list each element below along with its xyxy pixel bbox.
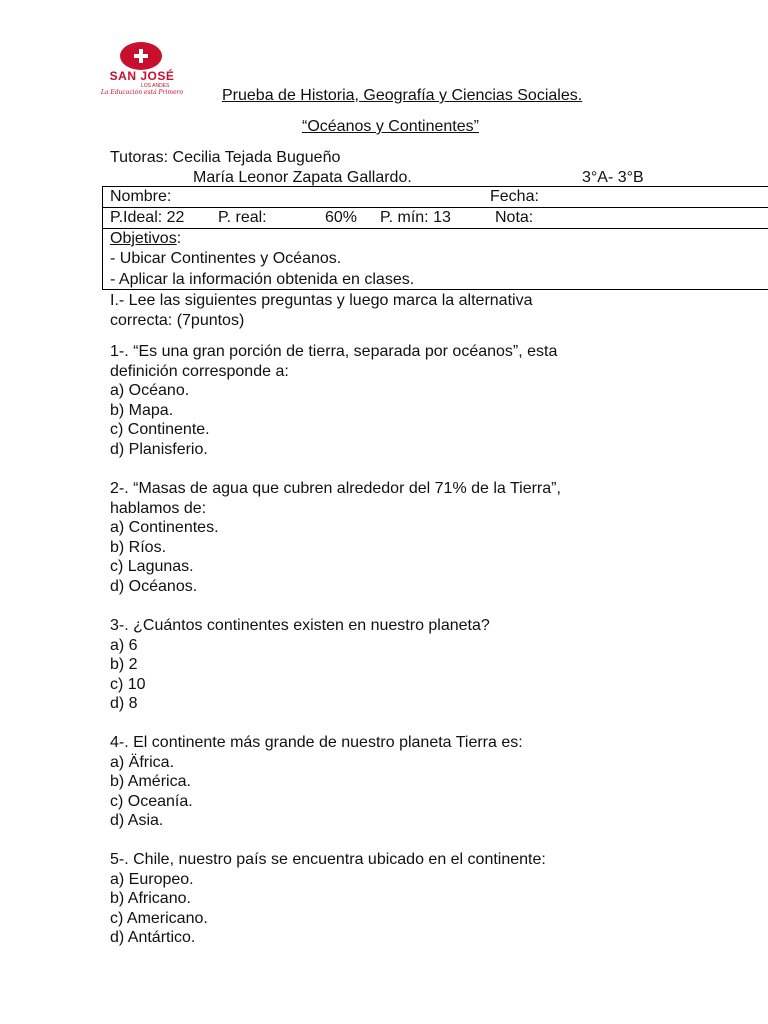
question-text: 3-. ¿Cuántos continentes existen en nuestro planeta? [110,617,490,634]
question-text: 5-. Chile, nuestro país se encuentra ubicado en el continente: [110,851,546,868]
option-a[interactable]: a) Äfrica. [110,753,175,771]
objectives-heading: Objetivos: [110,230,182,247]
tutor-line-2: María Leonor Zapata Gallardo. [193,169,412,186]
instructions-line-2: correcta: (7puntos) [110,311,245,329]
option-b[interactable]: b) 2 [110,656,138,674]
option-d[interactable]: d) 8 [110,695,138,713]
logo-school-name: SAN JOSÉ [109,69,175,83]
question-text: hablamos de: [110,499,207,517]
option-d[interactable]: d) Asia. [110,812,164,830]
grade-label: 3°A- 3°B [582,169,644,186]
tutor-line-1: Tutoras: Cecilia Tejada Bugueño [110,149,341,166]
option-a[interactable]: a) Océano. [110,382,190,400]
option-b[interactable]: b) Ríos. [110,538,167,556]
option-a[interactable]: a) Continentes. [110,519,219,537]
nota-label: Nota: [495,209,534,226]
question-text: 2-. “Masas de agua que cubren alrededor del 71% de la Tierra”, [110,480,561,497]
option-c[interactable]: c) Continente. [110,421,210,439]
nombre-label: Nombre: [110,188,172,205]
question-5 [110,850,750,948]
logo-motto: La Educación está Primero [100,89,184,96]
option-c[interactable]: c) 10 [110,675,146,693]
school-logo [100,40,184,98]
option-d[interactable]: d) Océanos. [110,577,198,595]
objective-1: - Ubicar Continentes y Océanos. [110,250,342,267]
option-a[interactable]: a) 6 [110,636,138,654]
percentage-label: 60% [325,209,358,226]
option-b[interactable]: b) Africano. [110,890,191,908]
option-b[interactable]: b) Mapa. [110,401,174,419]
instructions-line-1: I.- Lee las siguientes preguntas y luego marca la alternativa [110,292,533,309]
option-d[interactable]: d) Planisferio. [110,440,208,458]
cross-emblem-icon [120,42,162,70]
option-c[interactable]: c) Oceanía. [110,792,193,810]
student-info-box [102,186,768,290]
option-c[interactable]: c) Lagunas. [110,558,194,576]
question-1 [110,342,750,460]
question-text: 1-. “Es una gran porción de tierra, separada por océanos”, esta [110,343,558,360]
option-c[interactable]: c) Americano. [110,909,208,927]
page-subtitle: “Océanos y Continentes” [302,118,479,135]
option-d[interactable]: d) Antártico. [110,929,196,947]
option-b[interactable]: b) América. [110,773,191,791]
question-text: 4-. El continente más grande de nuestro planeta Tierra es: [110,734,523,751]
p-ideal-label: P.Ideal: 22 [110,209,185,226]
p-real-label: P. real: [218,209,267,226]
page-title: Prueba de Historia, Geografía y Ciencias Sociales. [222,87,583,104]
option-a[interactable]: a) Europeo. [110,870,194,888]
question-3 [110,616,750,714]
fecha-label: Fecha: [490,188,539,205]
question-2 [110,479,750,597]
question-4 [110,733,750,831]
question-text: definición corresponde a: [110,362,289,380]
logo-sub: LOS ANDES [141,83,170,89]
p-min-label: P. mín: 13 [380,209,451,226]
instructions [110,291,750,330]
objective-2: - Aplicar la información obtenida en clases. [110,271,415,288]
